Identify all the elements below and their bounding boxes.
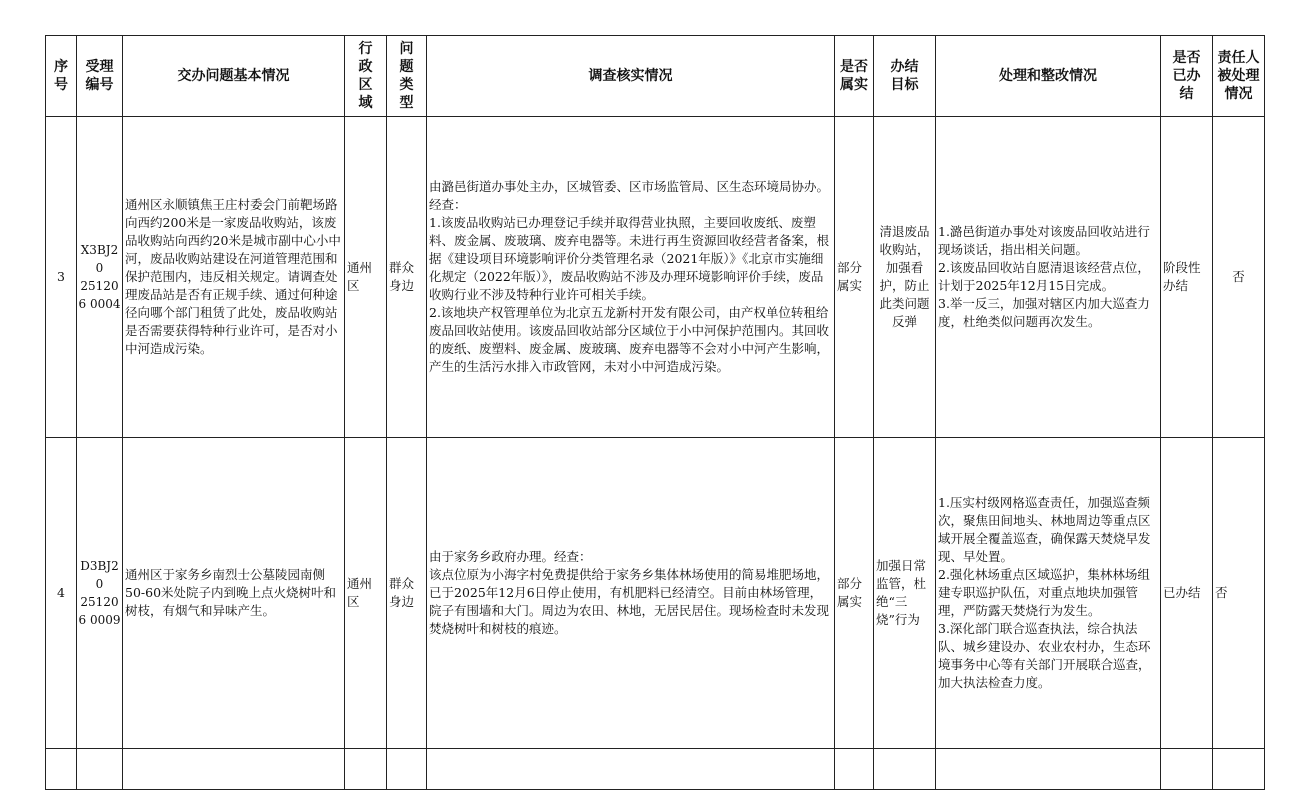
empty-cell	[1213, 749, 1265, 790]
row-done: 阶段性办结	[1161, 117, 1213, 438]
row-handling	[936, 438, 1161, 749]
row-type: 群众身边	[387, 438, 427, 749]
table-row	[46, 438, 1265, 749]
header-investigation: 调查核实情况	[427, 36, 835, 117]
row-done: 已办结	[1161, 438, 1213, 749]
row-verified: 部分属实	[835, 438, 874, 749]
header-done: 是否已办结	[1161, 36, 1213, 117]
row-basic: 通州区于家务乡南烈士公墓陵园南侧50-60米处院子内到晚上点火烧树叶和树枝，有烟气和异味产生。	[123, 438, 345, 749]
empty-cell	[387, 749, 427, 790]
row-investigation	[427, 117, 835, 438]
row-goal: 清退废品收购站，加强看护，防止此类问题反弹	[874, 117, 936, 438]
row-seq: 3	[46, 117, 77, 438]
header-accountability: 责任人被处理情况	[1213, 36, 1265, 117]
case-table	[45, 35, 1265, 790]
header-verified: 是否属实	[835, 36, 874, 117]
row-handling	[936, 117, 1161, 438]
investigation-para: 该点位原为小海字村免费提供给于家务乡集体林场使用的简易堆肥场地，已于2025年12月6日停止使用，有机肥料已经清空。目前由林场管理，院子有围墙和大门。周边为农田、林地，无居民居住。现场检查时未发现焚烧树叶和树枝的痕迹。	[429, 567, 830, 636]
row-basic: 通州区永顺镇焦王庄村委会门前靶场路向西约200米是一家废品收购站，该废品收购站向西约20米是城市副中心小中河，废品收购站建设在河道管理范围和保护范围内，违反相关规定。请调查处理废品站是否有正规手续、通过何种途径向哪个部门租赁了此处，废品收购站是否需要获得特种行业许可，是否对小中河造成污染。	[123, 117, 345, 438]
row-seq: 4	[46, 438, 77, 749]
handling-item: 1.压实村级网格巡查责任，加强巡查频次，聚焦田间地头、林地周边等重点区域开展全覆盖巡查，确保露天焚烧早发现、早处置。	[938, 495, 1151, 564]
row-goal: 加强日常监管，杜绝“三烧”行为	[874, 438, 936, 749]
row-investigation	[427, 438, 835, 749]
header-basic: 交办问题基本情况	[123, 36, 345, 117]
empty-cell	[874, 749, 936, 790]
header-area: 行政区域	[345, 36, 387, 117]
header-seq: 序号	[46, 36, 77, 117]
investigation-para: 2.该地块产权管理单位为北京五龙新村开发有限公司，由产权单位转租给废品回收站使用。该废品回收站部分区域位于小中河保护范围内。其回收的废纸、废塑料、废金属、废玻璃、废弃电器等不会对小中河产生影响，产生的生活污水排入市政管网，未对小中河造成污染。	[429, 305, 830, 374]
investigation-para: 1.该废品收购站已办理登记手续并取得营业执照，主要回收废纸、废塑料、废金属、废玻璃、废弃电器等。未进行再生资源回收经营者备案，根据《建设项目环境影响评价分类管理名录（2021年版）》《北京市实施细化规定（2022年版）》，废品收购站不涉及办理环境影响评价手续，废品收购行业不涉及特种行业许可相关手续。	[429, 215, 830, 302]
handling-item: 2.强化林场重点区域巡护，集林林场组建专职巡护队伍，对重点地块加强管理，严防露天焚烧行为发生。	[938, 567, 1150, 618]
empty-cell	[936, 749, 1161, 790]
header-type: 问题类型	[387, 36, 427, 117]
row-accountability: 否	[1213, 117, 1265, 438]
handling-item: 3.深化部门联合巡查执法，综合执法队、城乡建设办、农业农村办，生态环境事务中心等有关部门开展联合巡查，加大执法检查力度。	[938, 621, 1151, 690]
row-area: 通州区	[345, 117, 387, 438]
empty-cell	[46, 749, 77, 790]
row-verified: 部分属实	[835, 117, 874, 438]
empty-cell	[345, 749, 387, 790]
empty-cell	[1161, 749, 1213, 790]
handling-item: 3.举一反三，加强对辖区内加大巡查力度，杜绝类似问题再次发生。	[938, 296, 1150, 329]
investigation-para: 由潞邑街道办事处主办，区城管委、区市场监管局、区生态环境局协办。经查：	[429, 179, 830, 212]
header-code: 受理编号	[77, 36, 123, 117]
investigation-para: 由于家务乡政府办理。经查：	[429, 549, 592, 564]
row-accountability: 否	[1213, 438, 1265, 749]
handling-item: 2.该废品回收站自愿清退该经营点位，计划于2025年12月15日完成。	[938, 260, 1150, 293]
empty-cell	[427, 749, 835, 790]
empty-cell	[77, 749, 123, 790]
row-code: D3BJ2 0 25120 6 0009	[77, 438, 123, 749]
header-handling: 处理和整改情况	[936, 36, 1161, 117]
header-goal: 办结目标	[874, 36, 936, 117]
row-area: 通州区	[345, 438, 387, 749]
empty-cell	[835, 749, 874, 790]
header-row	[46, 36, 1265, 117]
handling-item: 1.潞邑街道办事处对该废品回收站进行现场谈话，指出相关问题。	[938, 224, 1150, 257]
table-row	[46, 117, 1265, 438]
empty-cell	[123, 749, 345, 790]
row-code: X3BJ2 0 25120 6 0004	[77, 117, 123, 438]
row-type: 群众身边	[387, 117, 427, 438]
table-row-partial	[46, 749, 1265, 790]
